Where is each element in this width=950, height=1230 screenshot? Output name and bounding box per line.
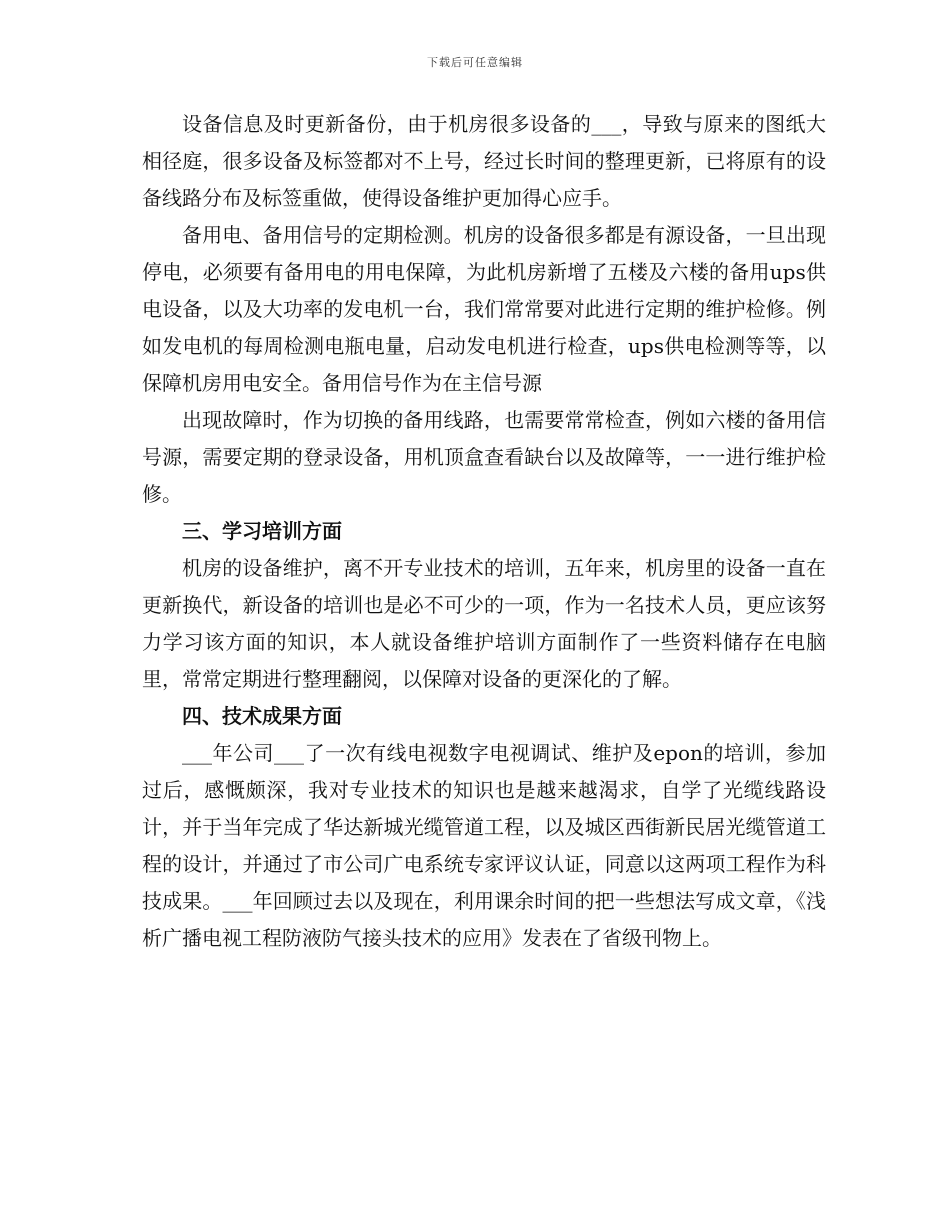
paragraph-equipment-info: 设备信息及时更新备份，由于机房很多设备的___，导致与原来的图纸大相径庭，很多设备及标签都对不上号，经过长时间的整理更新，已将原有的设备线路分布及标签重做，使得设备维护更加得心应手。	[142, 112, 826, 210]
paragraph-backup-signal: 出现故障时，作为切换的备用线路，也需要常常检查，例如六楼的备用信号源，需要定期的登录设备，用机顶盒查看缺台以及故障等，一一进行维护检修。	[142, 408, 826, 506]
section-heading-training: 三、学习培训方面	[182, 519, 342, 543]
document-body	[142, 106, 826, 957]
section-heading-achievements: 四、技术成果方面	[182, 704, 342, 728]
header-note: 下载后可任意编辑	[427, 56, 523, 69]
paragraph-achievements: ___年公司___了一次有线电视数字电视调试、维护及epon的培训，参加过后，感慨颇深，我对专业技术的知识也是越来越渴求，自学了光缆线路设计，并于当年完成了华达新城光缆管道工程，以及城区西街新民居光缆管道工程的设计，并通过了市公司广电系统专家评议认证，同意以这两项工程作为科技成果。___年回顾过去以及现在，利用课余时间的把一些想法写成文章，《浅析广播电视工程防液防气接头技术的应用》发表在了省级刊物上。	[142, 741, 826, 950]
paragraph-training: 机房的设备维护，离不开专业技术的培训，五年来，机房里的设备一直在更新换代，新设备的培训也是必不可少的一项，作为一名技术人员，更应该努力学习该方面的知识，本人就设备维护培训方面制作了一些资料储存在电脑里，常常定期进行整理翻阅，以保障对设备的更深化的了解。	[142, 556, 826, 691]
paragraph-backup-power: 备用电、备用信号的定期检测。机房的设备很多都是有源设备，一旦出现停电，必须要有备用电的用电保障，为此机房新增了五楼及六楼的备用ups供电设备，以及大功率的发电机一台，我们常常要对此进行定期的维护检修。例如发电机的每周检测电瓶电量，启动发电机进行检查，ups供电检测等等，以保障机房用电安全。备用信号作为在主信号源	[142, 223, 826, 395]
